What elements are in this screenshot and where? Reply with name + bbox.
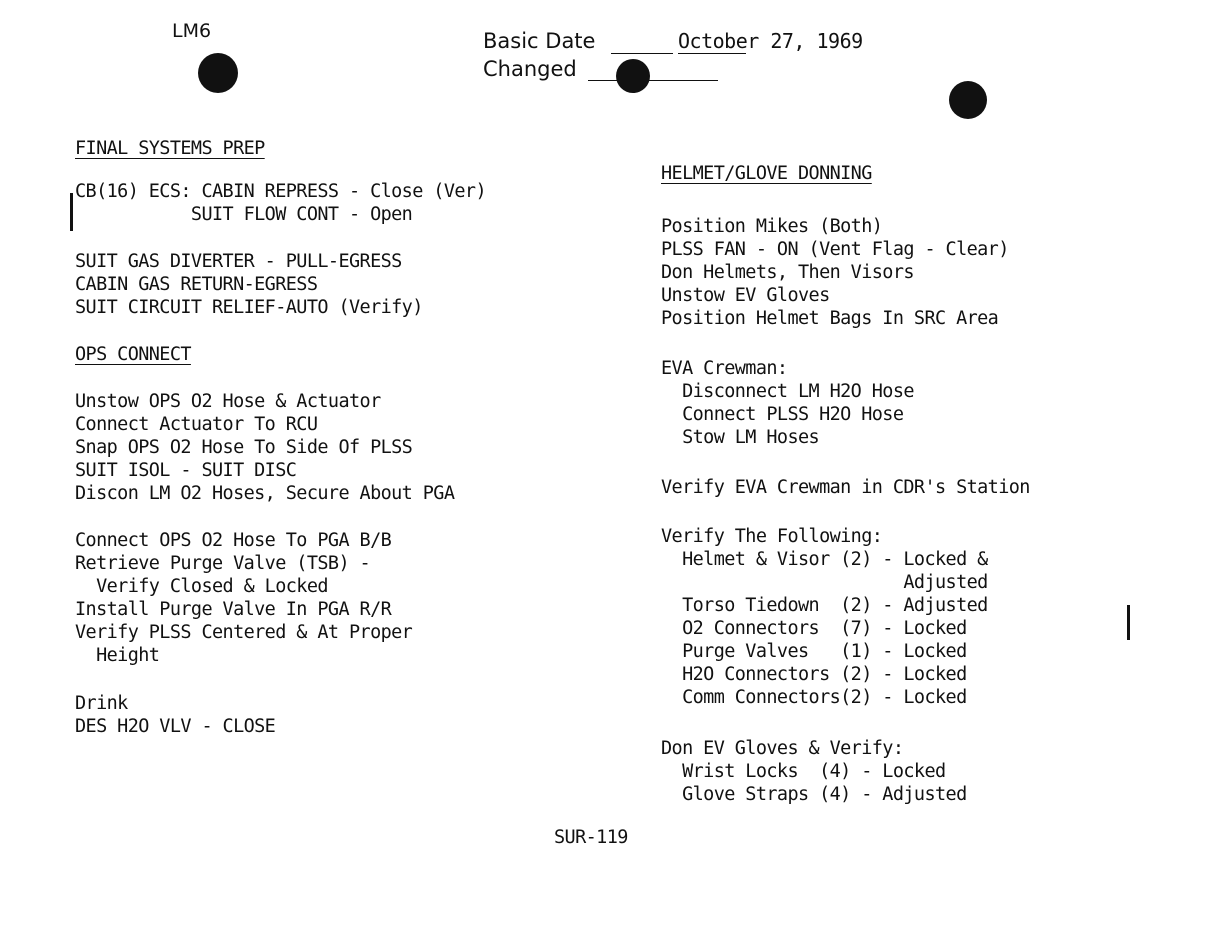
helmet-glove-title: HELMET/GLOVE DONNING: [661, 163, 872, 184]
helmet-line: Helmet & Visor (2) - Locked &: [661, 549, 988, 570]
ops-connect-line: Height: [75, 645, 160, 666]
ops-connect-line: DES H2O VLV - CLOSE: [75, 716, 276, 737]
change-bar-left: [70, 193, 73, 231]
final-systems-prep-title: FINAL SYSTEMS PREP: [75, 138, 265, 159]
ops-connect-line: Install Purge Valve In PGA R/R: [75, 599, 392, 620]
ops-connect-line: Verify Closed & Locked: [75, 576, 328, 597]
helmet-line: Torso Tiedown (2) - Adjusted: [661, 595, 988, 616]
helmet-line: Glove Straps (4) - Adjusted: [661, 784, 967, 805]
helmet-line: Verify EVA Crewman in CDR's Station: [661, 477, 1030, 498]
helmet-line: EVA Crewman:: [661, 358, 788, 379]
helmet-line: Don Helmets, Then Visors: [661, 262, 914, 283]
final-prep-line: CABIN GAS RETURN-EGRESS: [75, 274, 318, 295]
helmet-line: Stow LM Hoses: [661, 427, 820, 448]
basic-date-blank: [611, 53, 673, 54]
helmet-line: Disconnect LM H2O Hose: [661, 381, 914, 402]
change-bar-right: [1127, 605, 1130, 640]
ops-connect-line: Snap OPS O2 Hose To Side Of PLSS: [75, 437, 413, 458]
ops-connect-line: Connect Actuator To RCU: [75, 414, 318, 435]
changed-blank: [588, 80, 718, 81]
basic-date-underline: [678, 53, 746, 54]
ops-connect-line: Connect OPS O2 Hose To PGA B/B: [75, 530, 392, 551]
page-number: SUR-119: [554, 827, 628, 848]
basic-date-label: Basic Date: [483, 29, 596, 53]
helmet-line: Connect PLSS H2O Hose: [661, 404, 904, 425]
vehicle-label: LM6: [172, 20, 212, 42]
punch-hole-right: [949, 81, 987, 119]
final-prep-line: SUIT CIRCUIT RELIEF-AUTO (Verify): [75, 297, 423, 318]
helmet-line: Wrist Locks (4) - Locked: [661, 761, 946, 782]
final-prep-line: CB(16) ECS: CABIN REPRESS - Close (Ver): [75, 181, 486, 202]
helmet-line: Comm Connectors(2) - Locked: [661, 687, 967, 708]
basic-date-value: October 27, 1969: [678, 29, 863, 53]
helmet-line: O2 Connectors (7) - Locked: [661, 618, 967, 639]
helmet-line: Position Helmet Bags In SRC Area: [661, 308, 999, 329]
helmet-line: Unstow EV Gloves: [661, 285, 830, 306]
helmet-line: Don EV Gloves & Verify:: [661, 738, 904, 759]
changed-label: Changed: [483, 57, 577, 81]
ops-connect-line: SUIT ISOL - SUIT DISC: [75, 460, 297, 481]
helmet-line: Adjusted: [661, 572, 988, 593]
ops-connect-title: OPS CONNECT: [75, 344, 191, 365]
helmet-line: Position Mikes (Both): [661, 216, 883, 237]
punch-hole-left: [198, 53, 238, 93]
helmet-line: Verify The Following:: [661, 526, 883, 547]
helmet-line: H2O Connectors (2) - Locked: [661, 664, 967, 685]
helmet-line: PLSS FAN - ON (Vent Flag - Clear): [661, 239, 1009, 260]
punch-hole-center: [616, 59, 650, 93]
final-prep-line: SUIT GAS DIVERTER - PULL-EGRESS: [75, 251, 402, 272]
ops-connect-line: Drink: [75, 693, 128, 714]
final-prep-line: SUIT FLOW CONT - Open: [75, 204, 413, 225]
ops-connect-line: Retrieve Purge Valve (TSB) -: [75, 553, 371, 574]
helmet-line: Purge Valves (1) - Locked: [661, 641, 967, 662]
ops-connect-line: Unstow OPS O2 Hose & Actuator: [75, 391, 381, 412]
ops-connect-line: Discon LM O2 Hoses, Secure About PGA: [75, 483, 455, 504]
ops-connect-line: Verify PLSS Centered & At Proper: [75, 622, 413, 643]
